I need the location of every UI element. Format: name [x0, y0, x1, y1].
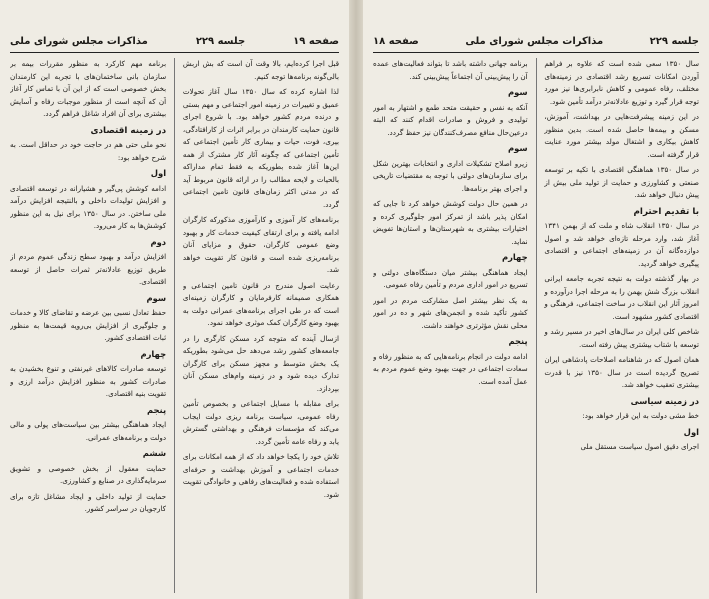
item-heading: سوم: [507, 87, 528, 97]
paragraph: ادامه کوشش پی‌گیر و هشیارانه در توسعه اقتصادی و افزایش تولیدات داخلی و بالنتیجه افزایش درآمد ملی ساختن. در سال ۱۳۵۰ برای نیل به این منظور کوشش‌ها به کار می‌رود.: [10, 183, 167, 230]
item-heading: اول: [150, 168, 167, 178]
left-page-number: صفحه ۱۹: [293, 35, 339, 47]
paragraph: برای مقابله با مسایل اجتماعی و بخصوص تأمین رفاه عمومی، سیاست برنامه ریزی دولت ایجاب می‌کند که مؤسسات فرهنگی و بهداشتی گسترش یابد و رفاه عامه تأمین گردد.: [182, 399, 340, 446]
paragraph: همان اصول که در شاهنامه اصلاحات پادشاهی ایران تصریح گردیده است در سال ۱۳۵۰ نیز با قدرت بیشتری تعقیب خواهد شد.: [544, 355, 700, 389]
left-page-header: [10, 32, 339, 50]
column-divider: [174, 58, 175, 593]
header-rule: [10, 52, 339, 53]
paragraph: در بهار گذشته دولت به نتیجه تجربه جامعه ایرانی انقلاب بزرگ شش بهمن را به مرحله اجرا درآورده و امروز آثار این انقلاب در ساخت اجتماعی، فرهنگی و اقتصادی کشور مشهود است.: [544, 274, 700, 321]
paragraph: افزایش درآمد و بهبود سطح زندگی عموم مردم از طریق توزیع عادلانه‌تر ثمرات حاصل از توسعه اقتصادی.: [10, 252, 167, 286]
section-heading: در زمینه اقتصادی: [90, 125, 167, 136]
paragraph: در سال ۱۳۵۰ هماهنگی اقتصادی با تکیه بر توسعه صنعتی و کشاورزی و حمایت از تولید ملی بیش از پیش دنبال خواهد شد.: [544, 165, 700, 199]
left-page-title: مذاکرات مجلس شورای ملی: [10, 35, 148, 47]
paragraph: حمایت معقول از بخش خصوصی و تشویق سرمایه‌گذاری در صنایع و کشاورزی.: [10, 463, 167, 485]
paragraph: رعایت اصول مندرج در قانون تامین اجتماعی و همکاری صمیمانه کارفرمایان و کارگران زمینه‌ای است که در طی اجرای برنامه‌های عمرانی دولت به بهبود وضع کارگران کمک موثری خواهد نمود.: [182, 280, 340, 327]
paragraph: حمایت از تولید داخلی و ایجاد مشاغل تازه برای کارجویان در سراسر کشور.: [10, 491, 167, 513]
item-heading: اول: [683, 426, 700, 437]
right-page-number: صفحه ۱۸: [373, 35, 419, 47]
paragraph: خط مشی دولت به این قرار خواهد بود:: [582, 411, 700, 420]
left-page: [0, 0, 349, 599]
item-heading: چهارم: [501, 252, 528, 262]
item-heading: دوم: [150, 236, 167, 247]
left-page-session: جلسه ۲۲۹: [195, 35, 246, 47]
paragraph: توسعه صادرات کالاهای غیرنفتی و تنوع بخشیدن به صادرات کشور به منظور افزایش درآمد ارزی و تقویت بنیه اقتصادی.: [10, 364, 167, 398]
left-page-column-left: [10, 58, 166, 593]
paragraph: برنامه‌های کار آموزی و کارآموزی مذکورکه کارگران ادامه یافته و برای ارتقای کیفیت خدمات کار و بهبود وضع عمومی کارگران، حقوق و مزایای آنان برنامه‌ریزی شده است و قانون کار تقویت خواهد شد.: [182, 215, 340, 274]
paragraph: قبل اجرا کرده‌ایم، بالا وقت آن است که بش اربش بالی‌گونه برنامه‌ها توجه کنیم.: [182, 59, 340, 81]
right-page-session: جلسه ۲۲۹: [649, 35, 699, 47]
right-page: [363, 0, 709, 599]
item-heading: سوم: [146, 292, 167, 303]
right-page-columns: [373, 58, 699, 593]
section-heading: با تقدیم احترام: [633, 206, 700, 217]
paragraph: ادامه دولت در انجام برنامه‌هایی که به منظور رفاه و سعادت اجتماعی در جهت بهبود وضع عموم مردم به عمل آمده است.: [373, 351, 528, 386]
paragraph: سال ۱۳۵۰ سعی شده است که علاوه بر فراهم آوردن امکانات تسریع رشد اقتصادی در زمینه‌های مختلف، رفاه عمومی و کاهش نابرابری‌ها نیز مورد توجه قرار گیرد و توزیع عادلانه‌تر درآمد تأمین شود.: [544, 59, 700, 106]
paragraph: شاخص کلی ایران در سال‌های اخیر در مسیر رشد و توسعه با شتاب بیشتری پیش رفته است.: [544, 327, 700, 349]
paragraph: برنامه جهانی داشته باشد تا بتواند فعالیت‌های عمده آن را پیش‌بینی آن اجتماعاً پیش‌بینی کند.: [373, 59, 528, 81]
paragraph: ایجاد هماهنگی بیشتر میان دستگاه‌های دولتی و تسریع در امور اداری مردم و تأمین رفاه عمومی.: [373, 267, 528, 289]
right-page-header: [373, 32, 699, 50]
right-page-column-right: [544, 58, 699, 593]
paragraph: ایجاد هماهنگی بیشتر بین سیاست‌های پولی و مالی دولت و برنامه‌های عمرانی.: [10, 420, 167, 442]
paragraph: اجرای دقیق اصول سیاست مستقل ملی: [580, 442, 700, 451]
paragraph: زیرو اصلاح تشکیلات اداری و انتخابات بهترین شکل برای سازمان‌های دولتی با توجه به مقتضیات تاریخی و اجرای بهتر برنامه‌ها.: [373, 158, 528, 193]
paragraph: در همین حال دولت کوشش خواهد کرد تا جایی که امکان پذیر باشد از تمرکز امور جلوگیری کرده و اختیارات بیشتری به شهرستان‌ها و استان‌ها تفویض نماید.: [373, 199, 528, 246]
paragraph: در سال ۱۳۵۰ انقلاب شاه و ملت که از بهمن ۱۳۴۱ آغاز شد، وارد مرحله تازه‌ای خواهد شد و اصول دوازده‌گانه آن در زمینه‌های اجتماعی و اقتصادی پیگیری خواهد گردید.: [544, 221, 700, 268]
left-page-columns: [10, 58, 339, 593]
paragraph: آنکه به نفس و حقیقت متحد طمع و اشتهار به امور تولیدی و فروش و صادرات اقدام کنند که البته درعین‌حال منافع مصرف‌کنندگان نیز حفظ گردد.: [373, 102, 528, 137]
book-gutter: [349, 0, 363, 599]
right-page-title: مذاکرات مجلس شورای ملی: [465, 35, 604, 47]
paragraph: ازسال آینده که متوجه کرد مسکن کارگری را در جامعه‌های کشور رشد می‌دهد حل می‌شود بطوریکه یک بخش متوسط و مجهز مسکن برای کارگران تدارک دیده شود و در زمینه وام‌های مسکن آنان بپردازد.: [182, 333, 340, 393]
column-divider: [536, 58, 537, 593]
item-heading: سوم: [507, 143, 528, 153]
paragraph: برنامه مهم کارکرد به منظور مقررات بیمه بر سازمان بانی ساختمان‌های با تجربه این کارمندان بخش خصوصی است که از این آن با تماس کار آغاز آن که آنچه است از منظور موجبات رفاه و آسایش بیشتری برای آن افراد شاغل فراهم گردد.: [10, 59, 167, 118]
item-heading: در زمینه سیاسی: [630, 395, 700, 406]
paragraph: لذا اشاره کرده که سال ۱۳۵۰ سال آغاز تحولات عمیق و تغییرات در زمینه امور اجتماعی و مهم بستی و درنده مردم کشور خواهد بود. با شروع اجرای قانون حمایت کارمندان در برابر اثرات از کارافتادگی، بیری، فوت، حیات و بیماری کار تأمین اجتماعی که تأمین اجتماعی که چگونه آثار کار مشترک از همه این‌ها آغاز شده بطوریکه به فقط تمام مداراکه بالحیات و لایحه مطالب را در ارائه قانون مربوط آید که در مدتی اکثر زمان‌های قانون تامین اجتماعی گردد.: [182, 87, 340, 209]
paragraph: به یک نظر بیشتر اصل مشارکت مردم در امور کشور تأکید شده و انجمن‌های شهر و ده در امور محلی نقش مؤثرتری خواهند داشت.: [373, 295, 528, 330]
item-heading: چهارم: [140, 348, 167, 359]
left-page-column-right: [183, 58, 339, 593]
paragraph: حفظ تعادل نسبی بین عرضه و تقاضای کالا و خدمات و جلوگیری از افزایش بی‌رویه قیمت‌ها به منظور ثبات اقتصادی کشور.: [10, 308, 167, 342]
paragraph: تلاش خود را یکجا خواهد داد که از همه امکانات برای خدمات اجتماعی و آموزش بهداشت و حرفه‌ای استفاده شده و فعالیت‌های رفاهی و خانوادگی تقویت شود.: [182, 452, 340, 499]
right-page-column-left: [373, 58, 528, 593]
paragraph: در این زمینه پیشرفت‌هایی در بهداشت، آموزش، مسکن و بیمه‌ها حاصل شده است. بدین منظور کاهش بیکاری و اشتغال مولد بیشتر مورد عنایت قرار گرفته است.: [544, 112, 700, 159]
item-heading: پنجم: [146, 404, 167, 415]
paragraph: نحو ملی حتی هم در حاجت خود در حداقل است. به شرح خواهد بود:: [10, 140, 167, 162]
item-heading: پنجم: [508, 336, 528, 346]
header-rule: [373, 52, 699, 53]
item-heading: ششم: [142, 448, 167, 458]
